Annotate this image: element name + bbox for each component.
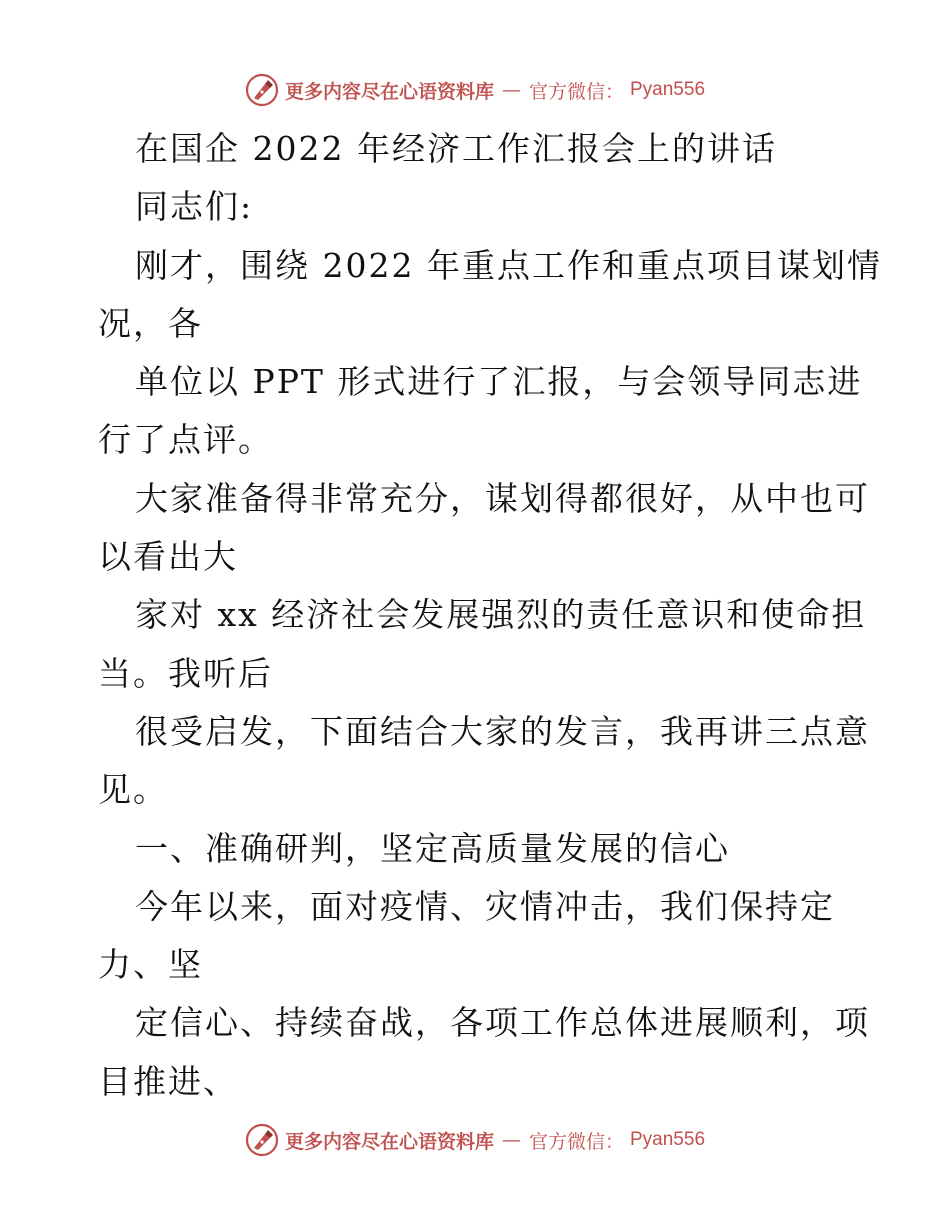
doc-line: 以看出大: [98, 537, 238, 577]
doc-line: 力、坚: [98, 945, 203, 985]
footer-watermark-banner: [0, 1120, 950, 1160]
section-heading: 一、准确研判，坚定高质量发展的信心: [135, 828, 730, 868]
pen-nib-logo-icon: [245, 73, 279, 107]
doc-line: 刚才，围绕 2022 年重点工作和重点项目谋划情: [135, 245, 882, 285]
doc-line: 当。我听后: [98, 653, 273, 693]
doc-line: 见。: [98, 770, 168, 810]
doc-line: 行了点评。: [98, 420, 273, 460]
doc-line: 大家准备得非常充分，谋划得都很好，从中也可: [135, 478, 870, 518]
document-body: [98, 120, 882, 1111]
banner-wechat-id: Pyan556: [630, 79, 706, 100]
doc-title: 在国企 2022 年经济工作汇报会上的讲话: [135, 129, 777, 168]
banner-main-text: 更多内容尽在心语资料库: [284, 80, 494, 103]
doc-line: 很受启发，下面结合大家的发言，我再讲三点意: [135, 711, 870, 751]
banner-dash: —: [501, 79, 521, 101]
header-watermark-banner: [0, 70, 950, 110]
doc-line: 目推进、: [98, 1061, 238, 1101]
banner-wechat-label: 官方微信：: [528, 1130, 624, 1153]
pen-nib-logo-icon: [245, 1123, 279, 1157]
banner-wechat-label: 官方微信：: [528, 80, 624, 103]
doc-line: 况，各: [98, 303, 203, 343]
doc-line: 今年以来，面对疫情、灾情冲击，我们保持定: [135, 886, 835, 926]
doc-line: 单位以 PPT 形式进行了汇报，与会领导同志进: [135, 362, 863, 402]
banner-wechat-id: Pyan556: [630, 1129, 706, 1150]
doc-line: 家对 xx 经济社会发展强烈的责任意识和使命担: [135, 595, 867, 635]
doc-line: 定信心、持续奋战，各项工作总体进展顺利，项: [135, 1003, 870, 1043]
banner-dash: —: [501, 1129, 521, 1151]
banner-main-text: 更多内容尽在心语资料库: [284, 1130, 494, 1153]
doc-salutation: 同志们:: [135, 187, 254, 227]
